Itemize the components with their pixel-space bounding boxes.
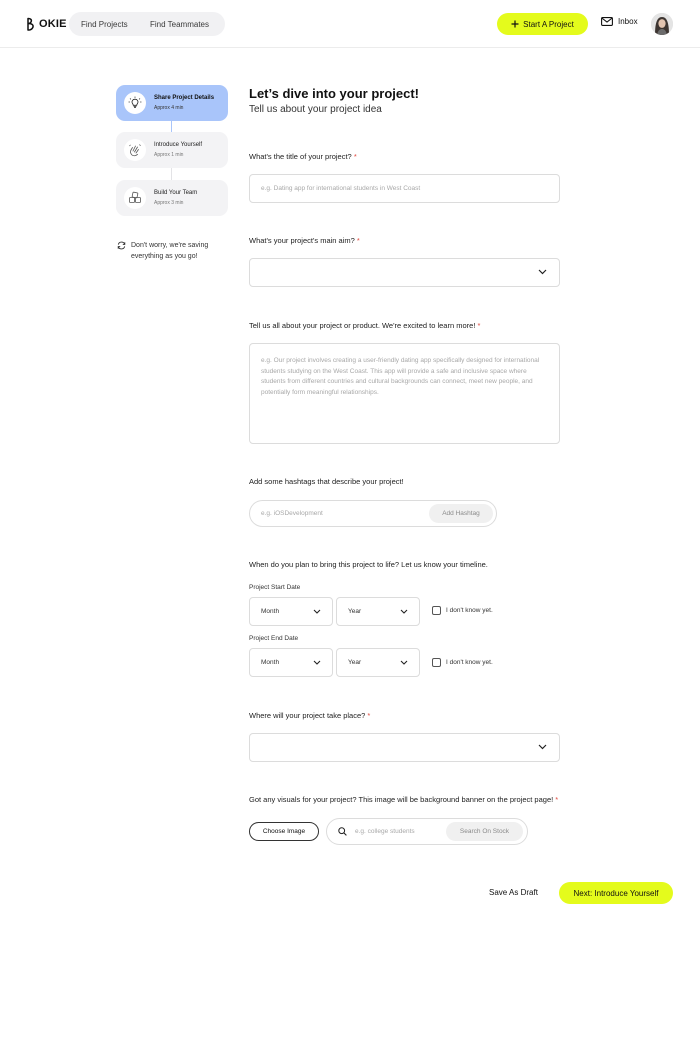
inbox-label: Inbox <box>618 17 638 26</box>
step-title: Build Your Team <box>154 190 198 196</box>
end-month-select[interactable] <box>249 648 333 677</box>
aim-question <box>249 236 360 245</box>
step-duration: Approx 4 min <box>154 105 184 111</box>
checkbox-box[interactable] <box>432 658 441 667</box>
save-draft-button[interactable]: Save As Draft <box>489 888 538 897</box>
user-avatar[interactable] <box>651 13 673 35</box>
hashtag-placeholder: e.g. iOSDevelopment <box>261 510 323 517</box>
mail-icon <box>601 17 613 26</box>
step-icon-holder <box>124 139 146 161</box>
start-month-select[interactable] <box>249 597 333 626</box>
question-text: Tell us all about your project or product. We're excited to learn more! <box>249 321 476 330</box>
project-description-textarea[interactable] <box>249 343 560 444</box>
step-title: Share Project Details <box>154 95 215 101</box>
step-icon-holder <box>124 92 146 114</box>
hashtag-question: Add some hashtags that describe your project! <box>249 477 404 486</box>
sync-icon <box>117 241 126 250</box>
step-title: Introduce Yourself <box>154 142 203 148</box>
search-icon <box>338 827 347 836</box>
checkbox-box[interactable] <box>432 606 441 615</box>
title-placeholder: e.g. Dating app for international students in West Coast <box>261 185 421 192</box>
visuals-question <box>249 795 558 804</box>
step-duration: Approx 3 min <box>154 200 184 206</box>
start-project-label: Start A Project <box>523 19 574 29</box>
chevron-down-icon <box>538 269 547 275</box>
end-unknown-checkbox[interactable] <box>432 658 493 667</box>
nav-links <box>69 12 225 36</box>
inbox-link[interactable] <box>601 17 638 26</box>
required-mark: * <box>353 152 357 161</box>
wave-hand-icon <box>128 143 142 157</box>
checkbox-label: I don't know yet. <box>446 659 493 666</box>
nav-find-projects[interactable]: Find Projects <box>81 19 128 29</box>
plus-icon <box>511 20 519 28</box>
description-placeholder: e.g. Our project involves creating a user-friendly dating app specifically designed for international students studying on the West Coast. This app will provide a safe and inclusive space where students from different countries and cultural backgrounds can connect, meet new people, and potentially form meaningful relationships. <box>261 357 540 396</box>
chevron-down-icon <box>400 660 408 665</box>
select-value: Month <box>261 659 280 666</box>
top-nav-bar <box>0 0 700 48</box>
chevron-down-icon <box>313 660 321 665</box>
title-question <box>249 152 357 161</box>
autosave-text: Don't worry, we're saving everything as you go! <box>131 242 209 260</box>
choose-image-button[interactable]: Choose Image <box>249 822 319 841</box>
checkbox-label: I don't know yet. <box>446 607 493 614</box>
logo-text: OKIE <box>39 18 67 30</box>
start-year-select[interactable] <box>336 597 420 626</box>
description-question <box>249 321 480 330</box>
project-title-input[interactable] <box>249 174 560 203</box>
autosave-note <box>117 240 227 262</box>
page-title: Let’s dive into your project! <box>249 86 419 101</box>
lightbulb-icon <box>128 96 142 110</box>
page-subtitle: Tell us about your project idea <box>249 104 382 115</box>
start-date-label: Project Start Date <box>249 584 301 591</box>
question-text: Where will your project take place? <box>249 711 366 720</box>
end-year-select[interactable] <box>336 648 420 677</box>
step-icon-holder <box>124 187 146 209</box>
add-hashtag-button[interactable]: Add Hashtag <box>429 504 493 523</box>
required-mark: * <box>356 236 360 245</box>
select-value: Year <box>348 659 362 666</box>
end-date-label: Project End Date <box>249 635 299 642</box>
question-text: What's your project's main aim? <box>249 236 355 245</box>
main-aim-select[interactable] <box>249 258 560 287</box>
next-step-button[interactable]: Next: Introduce Yourself <box>559 882 673 904</box>
step-connector <box>171 168 172 180</box>
location-select[interactable] <box>249 733 560 762</box>
question-text: What's the title of your project? <box>249 152 352 161</box>
step-introduce-yourself[interactable] <box>116 132 228 168</box>
required-mark: * <box>477 321 481 330</box>
chevron-down-icon <box>313 609 321 614</box>
logo-mark-icon <box>26 17 37 32</box>
blocks-icon <box>128 191 142 205</box>
step-connector <box>171 121 172 132</box>
search-stock-button[interactable]: Search On Stock <box>446 822 523 841</box>
avatar-portrait-icon <box>651 13 673 35</box>
select-value: Year <box>348 608 362 615</box>
start-project-button[interactable] <box>497 13 588 35</box>
nav-find-teammates[interactable]: Find Teammates <box>150 19 209 29</box>
start-unknown-checkbox[interactable] <box>432 606 493 615</box>
timeline-question: When do you plan to bring this project to life? Let us know your timeline. <box>249 560 488 569</box>
required-mark: * <box>555 795 559 804</box>
location-question <box>249 711 370 720</box>
logo[interactable] <box>26 16 67 32</box>
step-duration: Approx 1 min <box>154 152 184 158</box>
chevron-down-icon <box>538 744 547 750</box>
question-text: Got any visuals for your project? This image will be background banner on the project page! <box>249 795 554 804</box>
step-build-your-team[interactable] <box>116 180 228 216</box>
step-share-project-details[interactable] <box>116 85 228 121</box>
chevron-down-icon <box>400 609 408 614</box>
required-mark: * <box>367 711 371 720</box>
select-value: Month <box>261 608 280 615</box>
stock-placeholder: e.g. college students <box>355 828 415 835</box>
